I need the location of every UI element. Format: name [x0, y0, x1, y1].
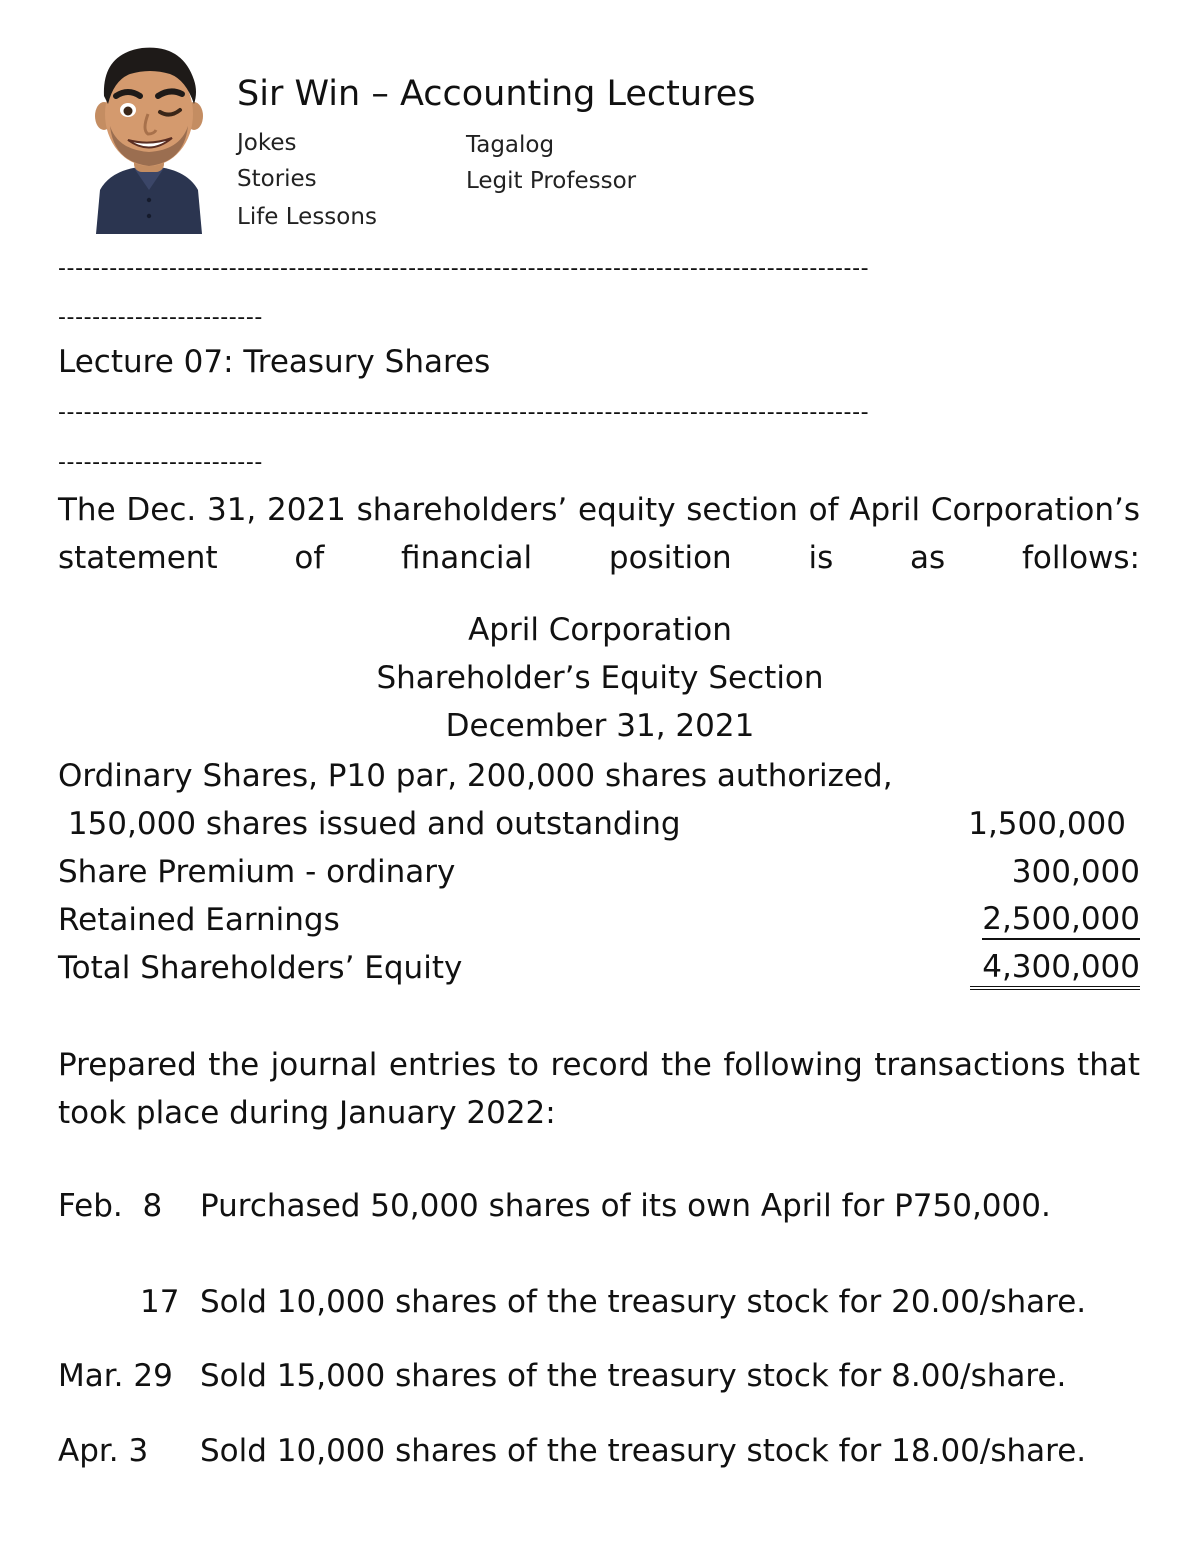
row-amount: 300,000 [1011, 854, 1140, 890]
divider-line-tail: ------------------------ [58, 450, 263, 475]
intro-paragraph: The Dec. 31, 2021 shareholders’ equity section of April Corporation’s statement of financial position is as follows: [58, 492, 1140, 576]
transaction-desc: Sold 10,000 shares of the treasury stock for 20.00/share. [200, 1284, 1087, 1320]
row-label: Retained Earnings [58, 902, 340, 938]
statement-section: Shareholder’s Equity Section [376, 660, 824, 696]
statement-row [58, 752, 1140, 800]
transaction-desc: Sold 15,000 shares of the treasury stock for 8.00/share. [200, 1358, 1067, 1394]
page-title: Sir Win – Accounting Lectures [237, 74, 756, 114]
tag-stories: Stories [237, 166, 317, 192]
divider-line-tail: ------------------------ [58, 305, 263, 330]
total-amount-double-underlined: 4,300,000 [970, 948, 1140, 990]
transaction-date: 17 [140, 1284, 180, 1320]
lecture-title: Lecture 07: Treasury Shares [58, 344, 491, 380]
row-label: Ordinary Shares, P10 par, 200,000 shares authorized, [58, 758, 893, 794]
transaction-desc: Purchased 50,000 shares of its own April for P750,000. [200, 1188, 1051, 1224]
transaction-date: Feb. 8 [58, 1188, 163, 1224]
divider-line: ----------------------------------------------------------------------------------------------- [58, 400, 870, 425]
statement-row [58, 800, 1140, 848]
statement-company: April Corporation [468, 612, 732, 648]
tag-jokes: Jokes [237, 130, 297, 156]
row-amount-underlined: 2,500,000 [982, 900, 1140, 940]
transaction-date: Apr. 3 [58, 1433, 149, 1469]
row-label: 150,000 shares issued and outstanding [58, 806, 681, 842]
statement-date: December 31, 2021 [445, 708, 755, 744]
transaction-desc: Sold 10,000 shares of the treasury stock for 18.00/share. [200, 1433, 1087, 1469]
row-amount: 1,500,000 [968, 806, 1126, 842]
tag-life-lessons: Life Lessons [237, 204, 377, 230]
tag-tagalog: Tagalog [466, 132, 555, 158]
row-label: Share Premium - ordinary [58, 854, 456, 890]
tag-legit-professor: Legit Professor [466, 168, 637, 194]
statement-row [58, 896, 1140, 944]
statement-total-row [58, 944, 1140, 992]
transaction-date: Mar. 29 [58, 1358, 173, 1394]
statement-row [58, 848, 1140, 896]
row-label: Total Shareholders’ Equity [58, 950, 463, 986]
divider-line: ----------------------------------------------------------------------------------------------- [58, 256, 870, 281]
instructions-paragraph: Prepared the journal entries to record the following transactions that took place during January 2022: [58, 1047, 1140, 1131]
avatar [90, 40, 208, 234]
